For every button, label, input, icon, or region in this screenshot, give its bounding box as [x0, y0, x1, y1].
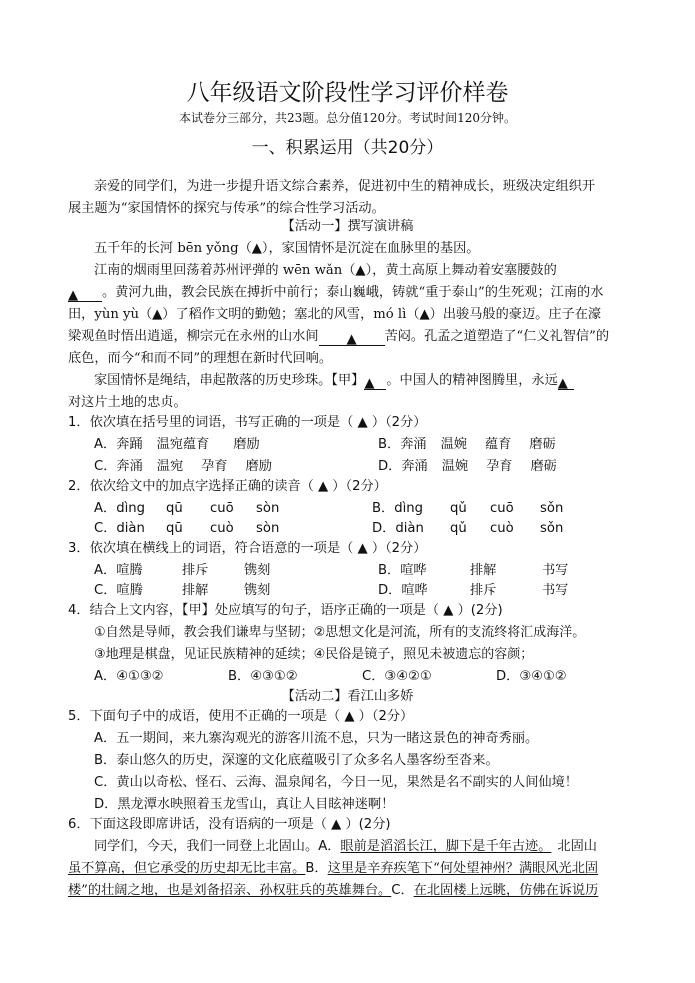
- q6-l1-text: 同学们，今天，我们一同登上北固山。: [94, 839, 319, 854]
- exam-title: 八年级语文阶段性学习评价样卷: [186, 80, 509, 106]
- activity-1-heading: 【活动一】撰写演讲稿: [281, 219, 414, 234]
- q1-b-word-3: 蕴育: [484, 437, 512, 452]
- q2-option-c[interactable]: [94, 520, 279, 538]
- q2-c-1: C．diàn: [94, 521, 145, 536]
- q1-d-word-1: D．奔涌: [378, 459, 428, 474]
- q3-option-c[interactable]: [94, 582, 270, 600]
- passage-line-2: 江南的烟雨里回荡着苏州评弹的 wēn wǎn（▲），黄土高原上舞动着安塞腰鼓的: [94, 263, 557, 278]
- q2-a-3: cuō: [210, 501, 234, 516]
- q2-d-3: cuò: [490, 521, 514, 536]
- q2-option-a[interactable]: [94, 500, 279, 518]
- q2-c-2: qū: [166, 521, 183, 536]
- intro-line-2: 展主题为“家国情怀的探究与传承”的综合性学习活动。: [68, 201, 385, 216]
- passage-line-8: 对这片土地的忠贞。: [68, 395, 187, 410]
- q2-option-d[interactable]: [372, 520, 563, 538]
- passage-line-3-text: 。黄河九曲，教会民族在搏折中前行；泰山巍峨，铸就“重于泰山”的生死观；江南的水: [102, 285, 604, 300]
- q3-a-2: 排斥: [182, 563, 209, 578]
- q2-a-2: qū: [166, 501, 183, 516]
- q1-d-word-4: 磨砺: [530, 459, 557, 474]
- q6-l1-tail: 北固山: [557, 839, 597, 854]
- q3-option-b[interactable]: [378, 562, 568, 580]
- q1-d-word-3: 孕育: [486, 459, 513, 474]
- q4-option-d[interactable]: D．③④①②: [496, 669, 567, 684]
- passage-line-1: 五千年的长河 bēn yǒng（▲），家国情怀是沉淀在血脉里的基因。: [94, 241, 480, 256]
- passage-line-7: [94, 372, 574, 390]
- q6-sentence-c[interactable]: 在北固楼上远眺，仿佛在诉说历: [413, 883, 599, 898]
- q3-b-3: 书写: [542, 563, 569, 578]
- q2-c-4: sòn: [256, 521, 280, 536]
- q2-a-1: A．dìng: [94, 501, 145, 516]
- q6-speech-line-1: [94, 838, 597, 856]
- q4-option-c[interactable]: C．③④②①: [362, 669, 432, 684]
- q2-d-1: D．diàn: [372, 521, 424, 536]
- passage-line-7-text-a: 家国情怀是绳结，串起散落的历史珍珠。【甲】: [94, 373, 365, 388]
- q4-option-a[interactable]: A．④①③②: [94, 669, 164, 684]
- passage-line-6: 底色，而今“和而不同”的理想在新时代回响。: [68, 351, 333, 366]
- q1-a-word-3: 磨励: [233, 437, 260, 452]
- q6-sentence-a-cont[interactable]: 虽不算高，但它承受的历史却无比丰富。: [68, 861, 306, 876]
- q1-c-word-1: C．奔涌: [94, 459, 143, 474]
- q1-d-word-2: 温婉: [441, 459, 469, 474]
- q3-c-1: C．喧腾: [94, 583, 143, 598]
- q2-d-2: qǔ: [450, 521, 467, 536]
- intro-line-1: 亲爱的同学们，为进一步提升语文综合素养，促进初中生的精神成长，班级决定组织开: [94, 179, 596, 194]
- exam-subtitle: 本试卷分三部分，共23题。总分值120分。考试时间120分钟。: [178, 111, 517, 125]
- q1-option-b[interactable]: [378, 436, 556, 454]
- q5-option-d[interactable]: D．黑龙潭水映照着玉龙雪山，真让人目眩神迷啊！: [94, 797, 395, 812]
- q4-sentence-line-1: ①自然是导师，教会我们谦卑与坚韧；②思想文化是河流，所有的支流终将汇成海洋。: [94, 625, 586, 640]
- q6-marker-a[interactable]: A．: [318, 839, 341, 854]
- q3-option-a[interactable]: [94, 562, 270, 580]
- q1-a-word-2: 温宛蕴育: [156, 437, 210, 452]
- q1-option-c[interactable]: [94, 458, 272, 476]
- q6-marker-b[interactable]: B．: [305, 861, 328, 876]
- q3-d-2: 排斥: [470, 583, 497, 598]
- question-5-stem: 5．下面句子中的成语，使用不正确的一项是（ ▲ ）（2分）: [68, 709, 414, 724]
- passage-blank-3[interactable]: ▲: [558, 375, 574, 390]
- q6-sentence-b[interactable]: 这里是辛弃疾笔下“何处望神州？满眼风光北固: [327, 861, 599, 876]
- q6-sentence-a[interactable]: 眼前是滔滔长江，脚下是千年古迹。: [340, 839, 552, 854]
- passage-line-3: [68, 284, 603, 302]
- q5-option-c[interactable]: C．黄山以奇松、怪石、云海、温泉闻名，今日一见，果然是名不副实的人间仙境！: [94, 775, 578, 790]
- q3-b-1: B．喧哗: [378, 563, 427, 578]
- q1-option-d[interactable]: [378, 458, 557, 476]
- q2-b-1: B．dìng: [372, 501, 423, 516]
- q2-option-b[interactable]: [372, 500, 563, 518]
- q1-c-word-4: 磨励: [245, 459, 272, 474]
- activity-2-heading: 【活动二】看江山多娇: [281, 689, 414, 704]
- q3-a-1: A．喧腾: [94, 563, 143, 578]
- q2-c-3: cuò: [210, 521, 234, 536]
- question-4-stem: 4．结合上文内容，【甲】处应填写的句子，语序正确的一项是（ ▲ ）(2分): [68, 603, 503, 618]
- passage-blank-jia[interactable]: ▲: [364, 375, 386, 390]
- passage-line-7-text-b: 。中国人的精神图腾里，永远: [386, 373, 558, 388]
- q1-b-word-4: 磨砺: [529, 437, 556, 452]
- q6-speech-line-3: [68, 882, 598, 900]
- q6-marker-c[interactable]: C．: [391, 883, 414, 898]
- q2-d-4: sǒn: [540, 521, 564, 536]
- passage-line-4: 田，yùn yù（▲）了稻作文明的勤勉；塞北的风雪，mó lì（▲）出骏马般的豪迈。庄子在濠: [68, 307, 602, 322]
- question-1-stem: 1．依次填在括号里的词语，书写正确的一项是（ ▲ ）（2分）: [68, 415, 427, 430]
- q1-c-word-2: 温宛: [156, 459, 184, 474]
- q1-b-word-1: B．奔涌: [378, 437, 427, 452]
- section-heading-1: 一、积累运用（共20分）: [251, 138, 444, 158]
- q3-a-3: 镌刻: [244, 563, 271, 578]
- q5-option-b[interactable]: B．泰山悠久的历史，深邃的文化底蕴吸引了众多名人墨客纷至沓来。: [94, 753, 499, 768]
- q4-option-b[interactable]: B．④③①②: [228, 669, 298, 684]
- q6-speech-line-2: [68, 860, 598, 878]
- q1-c-word-3: 孕育: [201, 459, 228, 474]
- q3-c-2: 排解: [182, 583, 209, 598]
- passage-line-5-text-b: 苦闷。孔孟之道塑造了“仁义礼智信”的: [384, 329, 610, 344]
- q1-option-a[interactable]: [94, 436, 260, 454]
- passage-blank-2[interactable]: ▲: [319, 331, 385, 346]
- q1-b-word-2: 温婉: [440, 437, 467, 452]
- question-2-stem: 2．依次给文中的加点字选择正确的读音（ ▲ ）（2分）: [68, 479, 387, 494]
- q2-b-4: sǒn: [540, 501, 564, 516]
- q4-sentence-line-2: ③地理是棋盘，见证民族精神的延续；④民俗是镜子，照见未被遗忘的容颜；: [94, 647, 534, 662]
- passage-blank-1[interactable]: ▲: [68, 287, 102, 302]
- q3-d-3: 书写: [542, 583, 569, 598]
- passage-line-5-text-a: 梁观鱼时悟出逍遥，柳宗元在永州的山水间: [68, 329, 319, 344]
- q2-b-2: qǔ: [450, 501, 467, 516]
- q2-a-4: sòn: [256, 501, 280, 516]
- passage-line-5: [68, 328, 609, 346]
- question-3-stem: 3．依次填在横线上的词语，符合语意的一项是（ ▲ ）（2分）: [68, 541, 427, 556]
- q3-b-2: 排解: [470, 563, 497, 578]
- q2-b-3: cuō: [490, 501, 514, 516]
- q3-d-1: D．喧哗: [378, 583, 428, 598]
- q3-c-3: 镌刻: [244, 583, 271, 598]
- q1-a-word-1: A．奔踊: [94, 437, 143, 452]
- question-6-stem: 6．下面这段即席讲话，没有语病的一项是（ ▲ ）(2分): [68, 817, 391, 832]
- q5-option-a[interactable]: A．五一期间，来九寨沟观光的游客川流不息，只为一睹这景色的神奇秀丽。: [94, 731, 539, 746]
- q6-sentence-b-cont[interactable]: 楼”的壮阔之地，也是刘备招亲、孙权驻兵的英雄舞台。: [68, 883, 392, 898]
- q3-option-d[interactable]: [378, 582, 568, 600]
